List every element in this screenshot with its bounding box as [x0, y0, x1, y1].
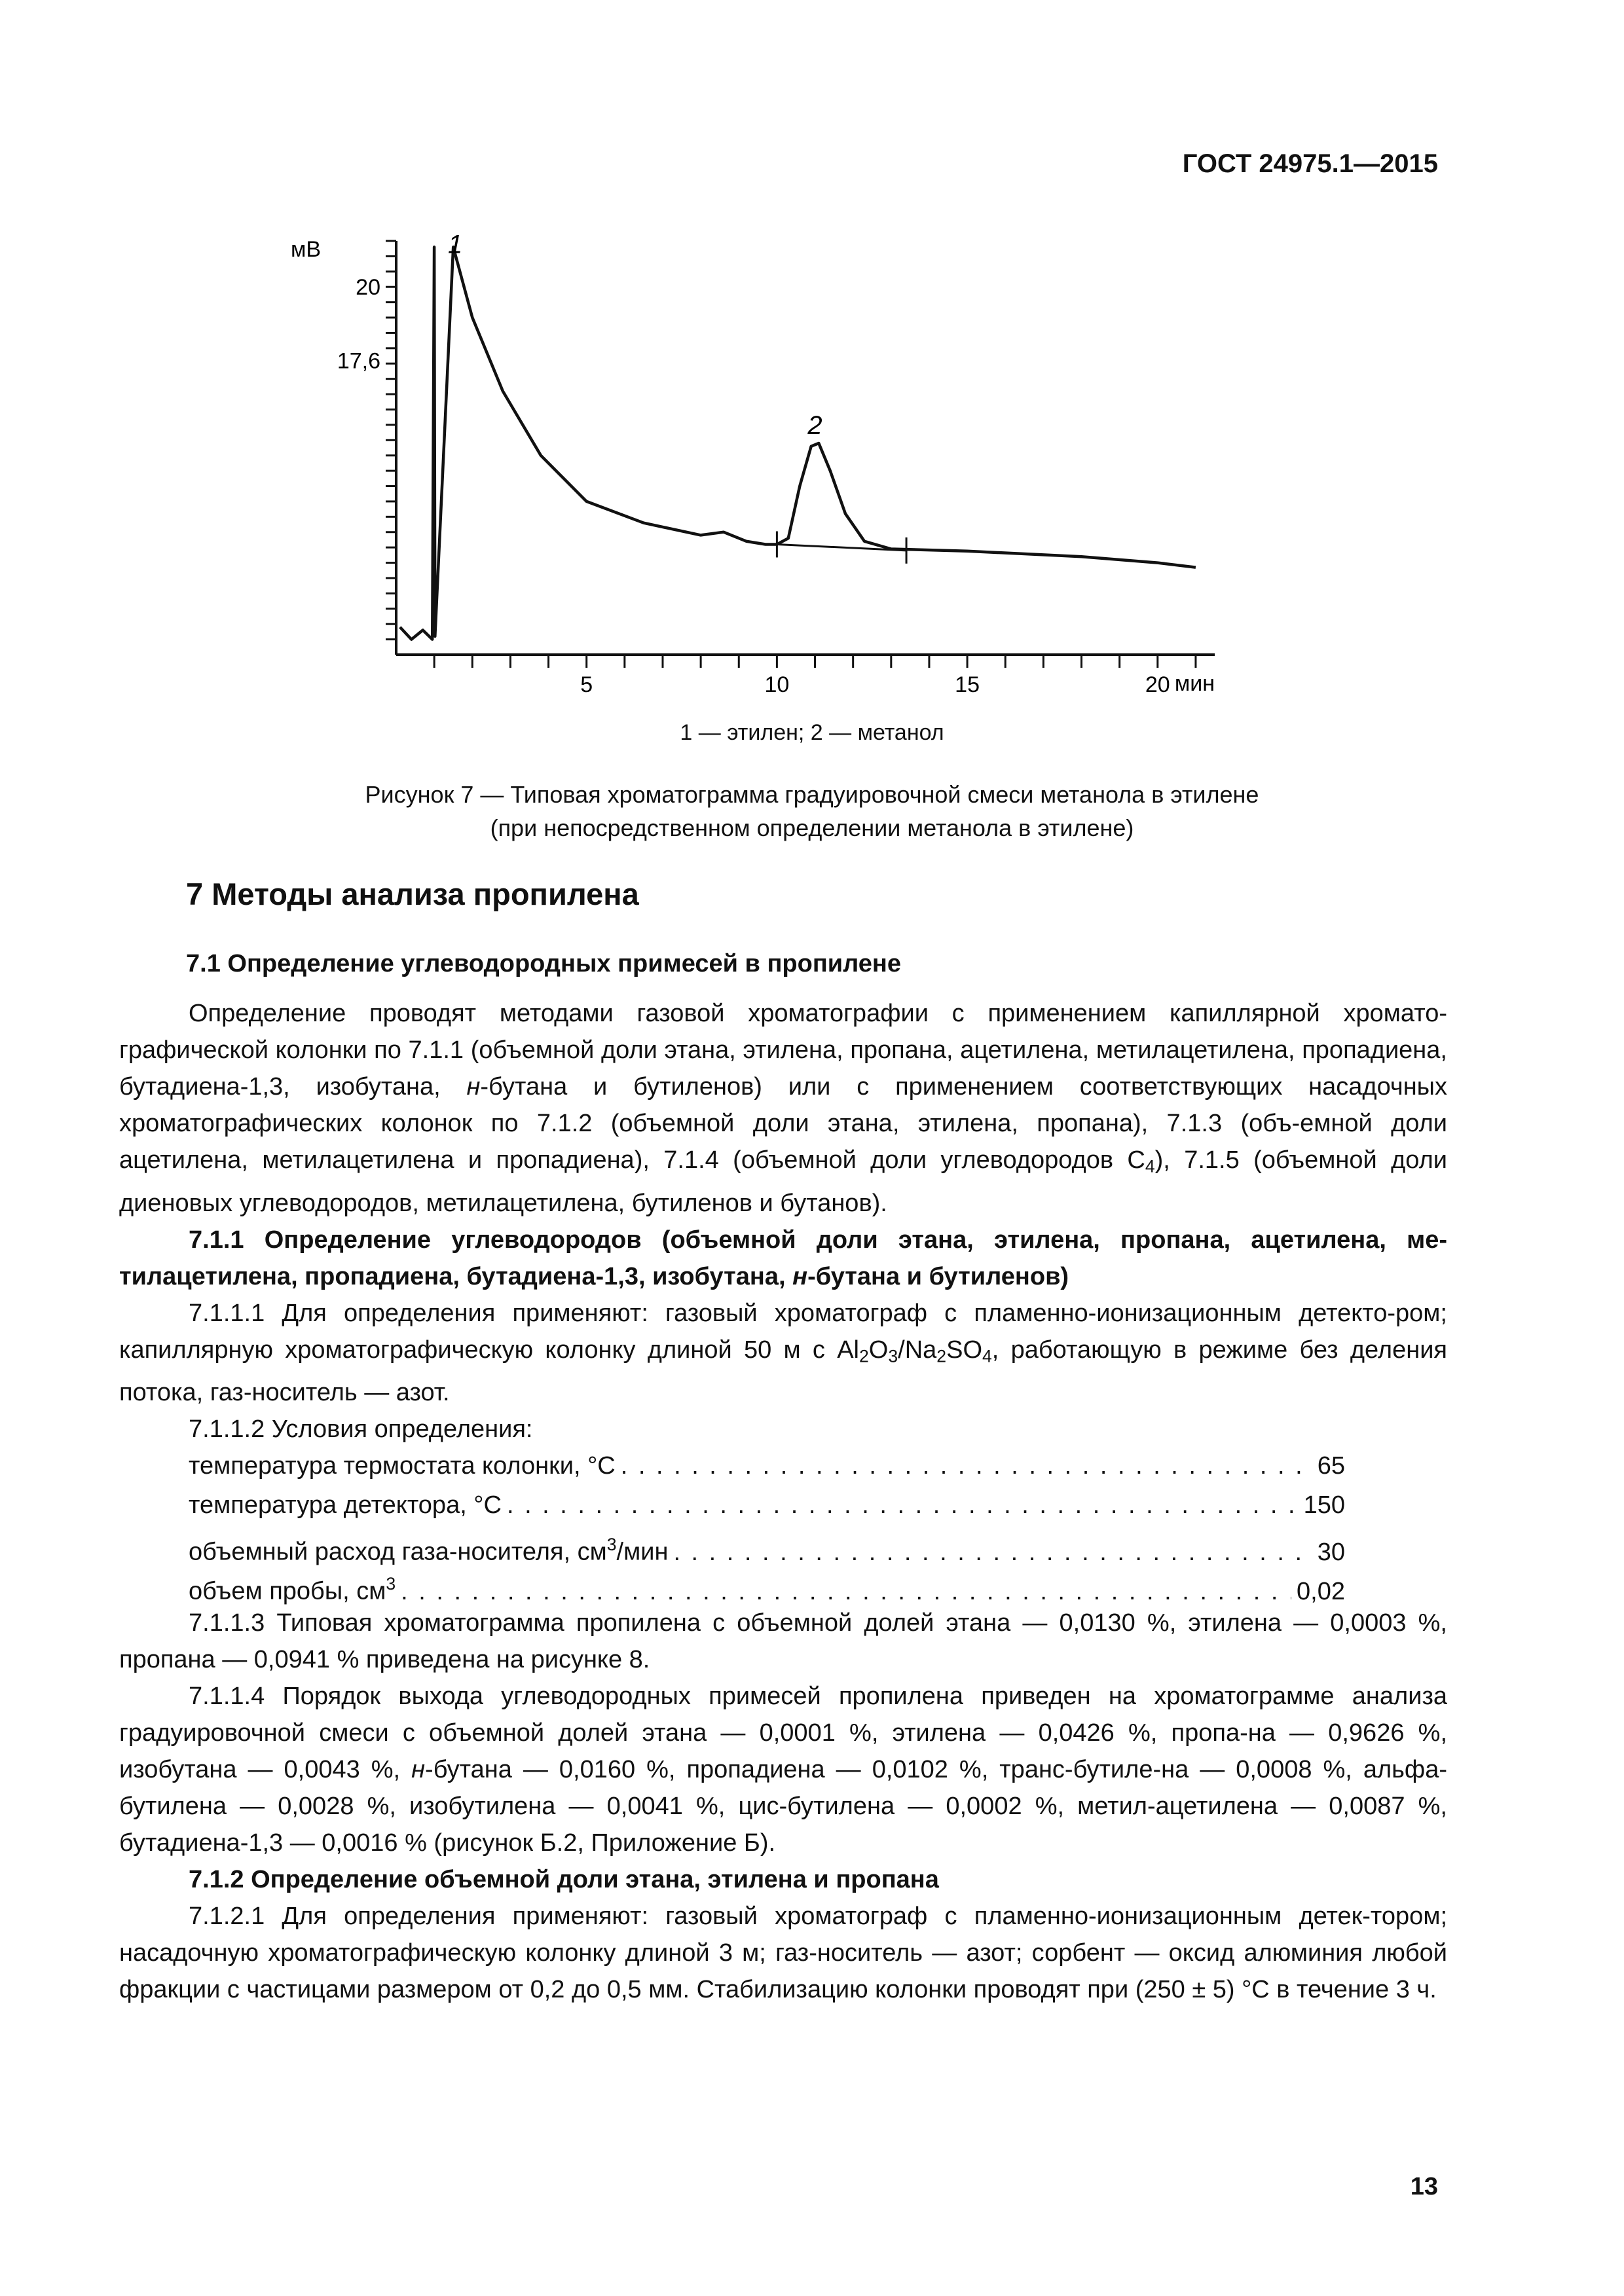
condition-label: температура детектора, °С — [189, 1491, 502, 1520]
peak-label: 2 — [807, 410, 822, 440]
text-run: -бутана и бутиленов) — [807, 1262, 1069, 1290]
paragraph-7-1-intro — [119, 995, 1447, 1222]
legend-text: 1 — этилен; 2 — метанол — [680, 720, 944, 745]
paragraph-7-1-1-3: 7.1.1.3 Типовая хроматограмма пропилена с объемной долей этана — 0,0130 %, этилена — 0,0003 %, пропана — 0,0941 % приведена на рисунке 8. — [119, 1609, 1447, 1674]
text-run: SO — [946, 1336, 982, 1364]
paragraph-7-1-1-2: 7.1.1.2 Условия определения: — [189, 1415, 533, 1444]
condition-row — [189, 1448, 1345, 1487]
peak-label: 1 — [447, 230, 463, 259]
x-tick-label: 10 — [764, 672, 790, 697]
text-run: объемный расход газа-носителя, см — [189, 1538, 607, 1566]
paragraph-7-1-1-1 — [119, 1295, 1447, 1412]
condition-label — [189, 1565, 396, 1610]
subscript: 2 — [936, 1346, 947, 1366]
text-run: /Na — [898, 1336, 937, 1364]
y-tick-label: 20 — [356, 275, 380, 301]
text-run: 7.1.1.1 Для определения применяют: газовый хроматограф с пламенно-ионизационным детекто-ром; капиллярную хроматографическую колонку длиной 50 м с Al — [119, 1299, 1447, 1364]
chromatogram-chart — [262, 223, 1244, 707]
subscript: 4 — [1145, 1156, 1155, 1176]
text-run: -бутана и бутиленов) или с применением соответствующих насадочных хроматографических колонок по 7.1.2 (объемной доли этана, этилена, пропана), 7.1.3 (объ-емной доли ацетилена, метилацетилена и пропадиена), 7.1.4 (объемной доли углеводородов С — [119, 1073, 1447, 1174]
text-run-italic: н — [411, 1756, 426, 1784]
subsection-title: 7.1 Определение углеводородных примесей в пропилене — [186, 950, 902, 977]
paragraph-7-1-2-1: 7.1.2.1 Для определения применяют: газовый хроматограф с пламенно-ионизационным детек-тором; насадочную хроматографическую колонку длиной 3 м; газ-носитель — азот; сорбент — оксид алюминия любой фракции с частицами размером от 0,2 до 0,5 мм. Стабилизацию колонки проводят при (250 ± 5) °С в течение 3 ч. — [119, 1903, 1447, 2004]
superscript: 3 — [386, 1574, 396, 1594]
x-tick-label: 5 — [580, 672, 593, 697]
x-tick-label: 20 — [1145, 672, 1170, 697]
body-text — [119, 995, 1447, 2008]
condition-row — [189, 1487, 1345, 1526]
text-run: /мин — [616, 1538, 669, 1566]
section-title: 7 Методы анализа пропилена — [186, 877, 639, 911]
chart-ticks — [337, 241, 1196, 697]
x-tick-label: 15 — [955, 672, 980, 697]
text-run-italic: н — [466, 1073, 481, 1101]
leader-dots — [621, 1448, 1312, 1484]
text-run: 7.1.1.4 Порядок выхода углеводородных примесей пропилена приведен на хроматограмме анализа градуировочной смеси с объемной долей этана — 0,0001 %, этилена — 0,0426 %, пропа-на — 0,9626 %, изобутана — 0,0043 %, — [119, 1683, 1447, 1784]
text-run: объем пробы, см — [189, 1577, 386, 1605]
condition-row — [189, 1565, 1345, 1605]
y-axis-unit: мВ — [290, 237, 321, 262]
leader-dots — [673, 1534, 1312, 1571]
heading-7-1-1 — [119, 1222, 1447, 1295]
chart-series — [400, 230, 1196, 640]
figure-legend — [0, 720, 1624, 746]
condition-row — [189, 1526, 1345, 1565]
x-axis-unit: мин — [1174, 671, 1215, 696]
leader-dots — [507, 1487, 1299, 1523]
chart-axes — [396, 241, 1215, 655]
figure-caption — [0, 778, 1624, 845]
subscript: 3 — [888, 1346, 898, 1366]
text-run: 7.1.1 Определение углеводородов (объемной доли этана, этилена, пропана, ацетилена, ме-тилацетилена, пропадиена, бутадиена-1,3, изобутана, — [119, 1226, 1447, 1290]
y-tick-label: 17,6 — [337, 348, 380, 374]
text-run: Определение проводят методами газовой хроматографии с применением капиллярной хромато-графической колонки по 7.1.1 (объемной доли этана, этилена, пропана, ацетилена, метилацетилена, пропадиена, бутадиена-1,3, изобутана, — [119, 1000, 1447, 1101]
text-run: O — [868, 1336, 889, 1364]
condition-value: 150 — [1303, 1491, 1345, 1520]
subscript: 2 — [859, 1346, 869, 1366]
superscript: 3 — [606, 1535, 617, 1555]
condition-label — [189, 1526, 668, 1571]
condition-value: 30 — [1317, 1538, 1345, 1566]
text-run: -бутана — 0,0160 %, пропадиена — 0,0102 %, транс-бутиле-на — 0,0008 %, альфа-бутилена — 0,0028 %, изобутилена — 0,0041 %, цис-бутилена — 0,0002 %, метил-ацетилена — 0,0087 %, бутадиена-1,3 — 0,0016 % (рисунок Б.2, Приложение Б). — [119, 1756, 1447, 1857]
caption-line-1: Рисунок 7 — Типовая хроматограмма градуировочной смеси метанола в этилене — [365, 781, 1259, 808]
condition-value: 0,02 — [1297, 1577, 1345, 1605]
condition-value: 65 — [1317, 1452, 1345, 1480]
text-run: ), 7.1.5 (объемной доли диеновых углеводородов, метилацетилена, бутиленов и бутанов). — [119, 1146, 1448, 1217]
subscript: 4 — [982, 1346, 992, 1366]
heading-7-1-2: 7.1.2 Определение объемной доли этана, этилена и пропана — [189, 1866, 939, 1894]
caption-line-2: (при непосредственном определении метанола в этилене) — [490, 814, 1134, 841]
document-code: ГОСТ 24975.1—2015 — [1182, 149, 1438, 178]
paragraph-7-1-1-4 — [119, 1678, 1447, 1861]
text-run-italic: н — [792, 1262, 808, 1290]
page-number: 13 — [1410, 2173, 1438, 2200]
condition-label: температура термостата колонки, °С — [189, 1452, 616, 1480]
text-run: , работающую в режиме без деления потока, газ-носитель — азот. — [119, 1336, 1447, 1407]
series-line — [400, 247, 1196, 639]
